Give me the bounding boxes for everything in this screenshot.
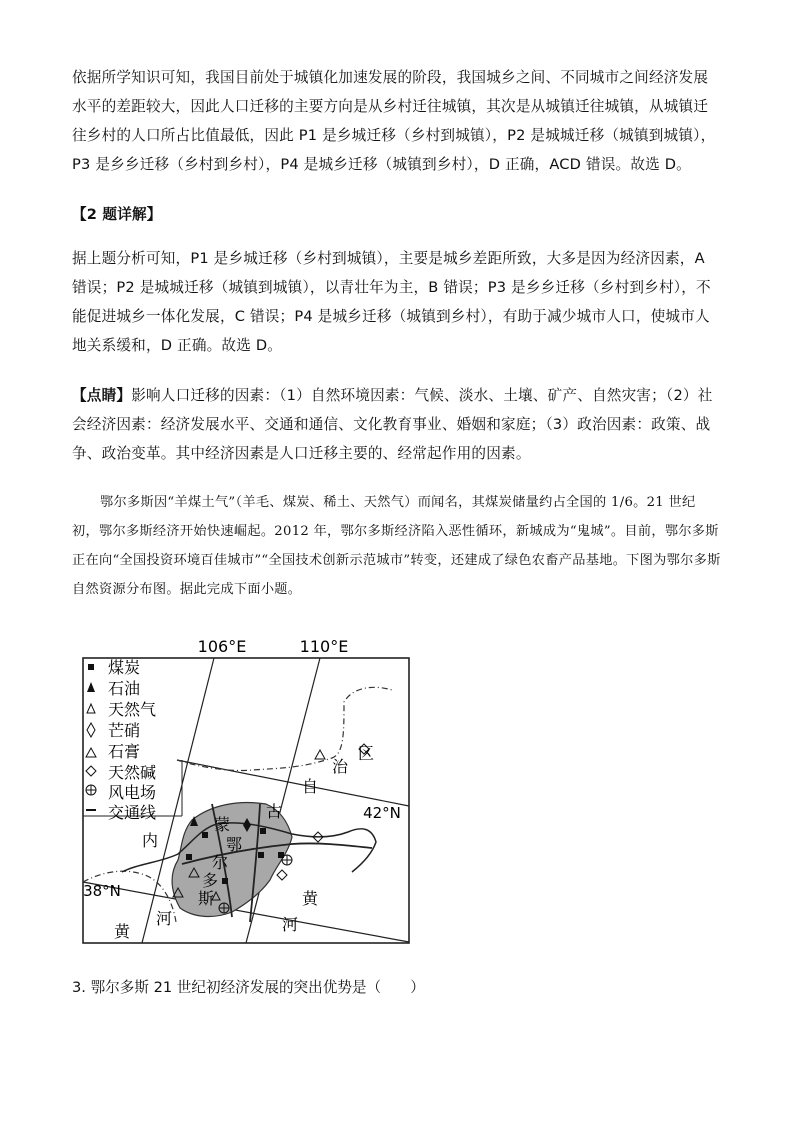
region-char-zi: 自 [301,777,319,796]
tip-label: 【点睛】 [72,387,132,404]
river-left-huang: 黄 [113,922,131,941]
coal-icon [186,854,192,860]
legend-coal: 煤炭 [108,658,141,677]
city-char-si: 斯 [197,889,215,908]
region-char-meng: 蒙 [213,815,231,834]
coal-icon [88,664,94,670]
river-right-huang: 黄 [301,889,319,908]
legend-soda: 天然碱 [108,763,157,782]
map-svg [82,632,414,948]
lat-label-38: 38°N [83,882,121,900]
answer1-paragraph: 依据所学知识可知，我国目前处于城镇化加速发展的阶段，我国城乡之间、不同城市之间经济发展水平的差距较大，因此人口迁移的主要方向是从乡村迁往城镇，其次是从城镇迁往城镇，从城镇迁往乡村的人口所占比值最低，因此 P1 是乡城迁移（乡村到城镇），P2 是城城迁移（城镇到城镇），P3 是乡乡迁移（乡村到乡村），P4 是城乡迁移（城镇到乡村），D 正确，ACD 错误。故选 D。 [72,69,716,173]
legend-transport: 交通线 [108,803,157,822]
coal-icon [260,828,266,834]
river-right-he: 河 [281,915,299,934]
reading-passage: 鄂尔多斯因“羊煤土气”（羊毛、煤炭、稀土、天然气）而闻名，其煤炭储量约占全国的 1/6。21 世纪初，鄂尔多斯经济开始快速崛起。2012 年，鄂尔多斯经济陷入恶性循环，新城成为“鬼城”。目前，鄂尔多斯正在向“全国投资环境百佳城市”“全国技术创新示范城市”转变，还建成了绿色农畜产品基地。下图为鄂尔多斯自然资源分布图。据此完成下面小题。 [72,495,721,597]
city-char-er: 尔 [211,853,229,872]
city-char-duo: 多 [201,871,219,890]
legend-gas: 天然气 [108,700,157,719]
ordos-resource-map [82,632,414,948]
question-3: 3. 鄂尔多斯 21 世纪初经济发展的突出优势是（ ） [72,979,425,996]
city-char-e: 鄂 [225,835,243,854]
region-char-qu: 区 [357,744,375,763]
river-left-he: 河 [155,909,173,928]
coal-icon [202,832,208,838]
region-char-nei: 内 [141,831,159,850]
q2-heading: 【2 题详解】 [72,206,162,223]
legend-oil: 石油 [108,679,141,698]
lon-label-106: 106°E [197,637,247,656]
legend-wind: 风电场 [108,783,157,802]
lat-label-42: 42°N [363,804,401,822]
coal-icon [258,852,264,858]
tip-paragraph [72,381,722,468]
region-char-gu: 古 [265,802,283,821]
q2-paragraph: 据上题分析可知，P1 是乡城迁移（乡村到城镇），主要是城乡差距所致，大多是因为经济因素，A 错误；P2 是城城迁移（城镇到城镇），以青壮年为主，B 错误；P3 是乡乡迁移（乡村到乡村），不能促进城乡一体化发展，C 错误；P4 是城乡迁移（城镇到乡村），有助于减少城市人口，使城市人地关系缓和，D 正确。故选 D。 [72,250,711,354]
region-char-zhi: 治 [331,757,349,776]
legend-gypsum: 石膏 [108,742,141,761]
legend-mirabilite: 芒硝 [108,721,141,740]
lon-label-110: 110°E [299,637,349,656]
tip-text: 影响人口迁移的因素：（1）自然环境因素：气候、淡水、土壤、矿产、自然灾害；（2）社会经济因素：经济发展水平、交通和通信、文化教育事业、婚姻和家庭；（3）政治因素：政策、战争、政治变革。其中经济因素是人口迁移主要的、经常起作用的因素。 [72,387,713,462]
coal-icon [222,878,228,884]
